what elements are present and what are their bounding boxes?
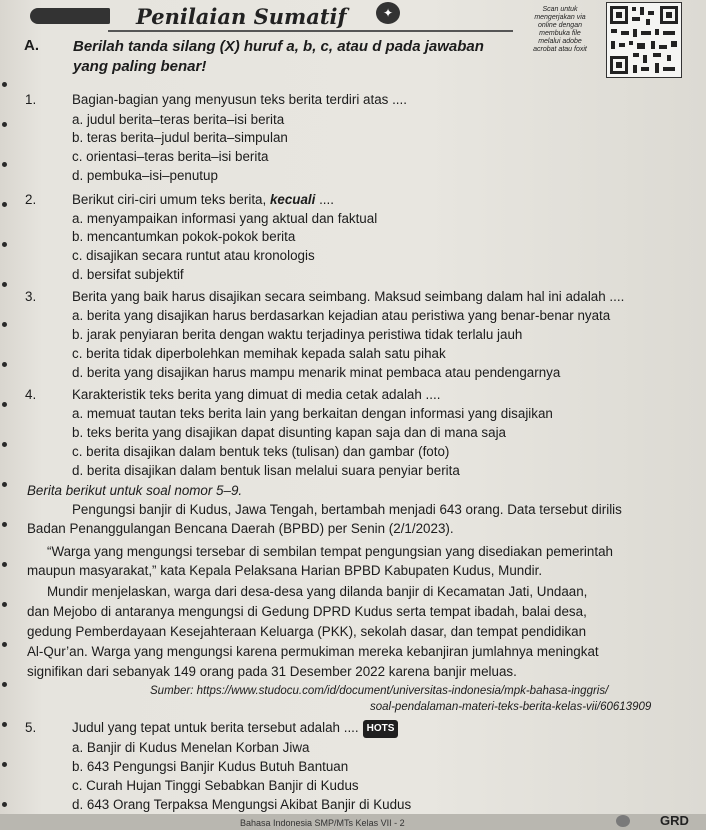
answer-option[interactable]: d. berita disajikan dalam bentuk lisan melalui suara penyiar berita xyxy=(72,463,460,478)
passage-line: Badan Penanggulangan Bencana Daerah (BPBD) per Senin (2/1/2023). xyxy=(27,521,454,536)
question-number: 1. xyxy=(25,92,37,107)
question-text xyxy=(72,192,334,208)
question-number: 4. xyxy=(25,387,37,402)
scan-line: acrobat atau foxit xyxy=(533,46,587,53)
answer-option[interactable]: c. berita disajikan dalam bentuk teks (tulisan) dan gambar (foto) xyxy=(72,444,450,459)
question-number: 3. xyxy=(25,289,37,304)
star-icon: ✦ xyxy=(376,2,400,24)
answer-option[interactable]: d. 643 Orang Terpaksa Mengungsi Akibat Banjir di Kudus xyxy=(72,797,412,812)
question-text: Karakteristik teks berita yang dimuat di media cetak adalah .... xyxy=(72,387,441,402)
scan-line: melalui adobe xyxy=(538,38,582,45)
question-number: 2. xyxy=(25,192,37,207)
banner-underline xyxy=(108,30,513,32)
source-citation: soal-pendalaman-materi-teks-berita-kelas-vii/60613909 xyxy=(370,701,652,713)
scan-instructions xyxy=(518,6,602,54)
publisher-logo: GRD xyxy=(660,813,689,828)
answer-option[interactable]: a. menyampaikan informasi yang aktual dan faktual xyxy=(72,211,378,226)
scan-line: Scan untuk xyxy=(542,6,578,13)
page-title: Penilaian Sumatif xyxy=(136,4,347,29)
answer-option[interactable]: c. disajikan secara runtut atau kronologis xyxy=(72,248,315,263)
answer-option[interactable]: c. orientasi–teras berita–isi berita xyxy=(72,149,269,164)
scan-line: mengerjakan via xyxy=(534,14,586,21)
passage-line: Pengungsi banjir di Kudus, Jawa Tengah, bertambah menjadi 643 orang. Data tersebut dirilis xyxy=(72,502,622,517)
passage-line: signifikan dari sebanyak 149 orang pada 31 Desember 2022 karena banjir meluas. xyxy=(27,664,517,679)
answer-option[interactable]: b. teks berita yang disajikan dapat disunting kapan saja dan di mana saja xyxy=(72,425,506,440)
answer-option[interactable]: b. 643 Pengungsi Banjir Kudus Butuh Bantuan xyxy=(72,759,349,774)
answer-option[interactable]: a. berita yang disajikan harus berdasarkan kejadian atau peristiwa yang benar-benar nyata xyxy=(72,308,611,323)
instruction-line: yang paling benar! xyxy=(73,58,207,75)
section-instruction xyxy=(73,37,513,77)
binding-dots xyxy=(2,60,8,820)
answer-option[interactable]: c. Curah Hujan Tinggi Sebabkan Banjir di Kudus xyxy=(72,778,359,793)
passage-intro: Berita berikut untuk soal nomor 5–9. xyxy=(27,483,243,498)
question-number: 5. xyxy=(25,720,37,735)
question-text: Bagian-bagian yang menyusun teks berita terdiri atas .... xyxy=(72,92,407,107)
answer-option[interactable]: a. Banjir di Kudus Menelan Korban Jiwa xyxy=(72,740,310,755)
circle-icon xyxy=(616,815,630,827)
question-text-end: .... xyxy=(315,192,334,207)
section-letter: A. xyxy=(24,37,39,54)
answer-option[interactable]: a. memuat tautan teks berita lain yang berkaitan dengan informasi yang disajikan xyxy=(72,406,553,421)
passage-line: Al-Qur’an. Warga yang mengungsi karena permukiman mereka kebanjiran jumlahnya meningkat xyxy=(27,644,599,659)
passage-line: “Warga yang mengungsi tersebar di sembilan tempat pengungsian yang disediakan pemerintah xyxy=(47,544,613,559)
instruction-line: Berilah tanda silang (X) huruf a, b, c, atau d pada jawaban xyxy=(73,38,484,55)
banner-ribbon-decor xyxy=(30,8,110,24)
footer-text: Bahasa Indonesia SMP/MTs Kelas VII - 2 xyxy=(240,818,405,828)
header-banner xyxy=(8,2,513,30)
source-citation: Sumber: https://www.studocu.com/id/document/universitas-indonesia/mpk-bahasa-inggris/ xyxy=(150,685,609,697)
passage-line: Mundir menjelaskan, warga dari desa-desa yang dilanda banjir di Kecamatan Jati, Undaan, xyxy=(47,584,588,599)
qr-code-icon[interactable] xyxy=(606,2,682,78)
answer-option[interactable]: d. pembuka–isi–penutup xyxy=(72,168,218,183)
passage-line: gedung Pemberdayaan Kesejahteraan Keluarga (PKK), sekolah dasar, dan tempat pendidikan xyxy=(27,624,587,639)
hots-badge: HOTS xyxy=(363,720,399,738)
passage-line: maupun masyarakat,” kata Kepala Pelaksana Harian BPBD Kabupaten Kudus, Mundir. xyxy=(27,563,543,578)
question-text: Berita yang baik harus disajikan secara seimbang. Maksud seimbang dalam hal ini adalah .... xyxy=(72,289,625,304)
answer-option[interactable]: b. mencantumkan pokok-pokok berita xyxy=(72,229,296,244)
answer-option[interactable]: b. jarak penyiaran berita dengan waktu terjadinya peristiwa tidak terlalu jauh xyxy=(72,327,523,342)
scan-line: membuka file xyxy=(539,30,581,37)
answer-option[interactable]: a. judul berita–teras berita–isi berita xyxy=(72,112,285,127)
question-text-plain: Berikut ciri-ciri umum teks berita, xyxy=(72,192,270,207)
answer-option[interactable]: b. teras berita–judul berita–simpulan xyxy=(72,130,288,145)
scan-line: online dengan xyxy=(538,22,582,29)
question-text-plain: Judul yang tepat untuk berita tersebut adalah .... xyxy=(72,720,359,735)
question-text-emphasis: kecuali xyxy=(269,192,316,207)
answer-option[interactable]: d. bersifat subjektif xyxy=(72,267,184,282)
passage-line: dan Mejobo di antaranya mengungsi di Gedung DPRD Kudus serta tempat ibadah, balai desa, xyxy=(27,604,587,619)
question-text xyxy=(72,720,398,738)
answer-option[interactable]: d. berita yang disajikan harus mampu menarik minat pembaca atau pendengarnya xyxy=(72,365,561,380)
answer-option[interactable]: c. berita tidak diperbolehkan memihak kepada salah satu pihak xyxy=(72,346,446,361)
